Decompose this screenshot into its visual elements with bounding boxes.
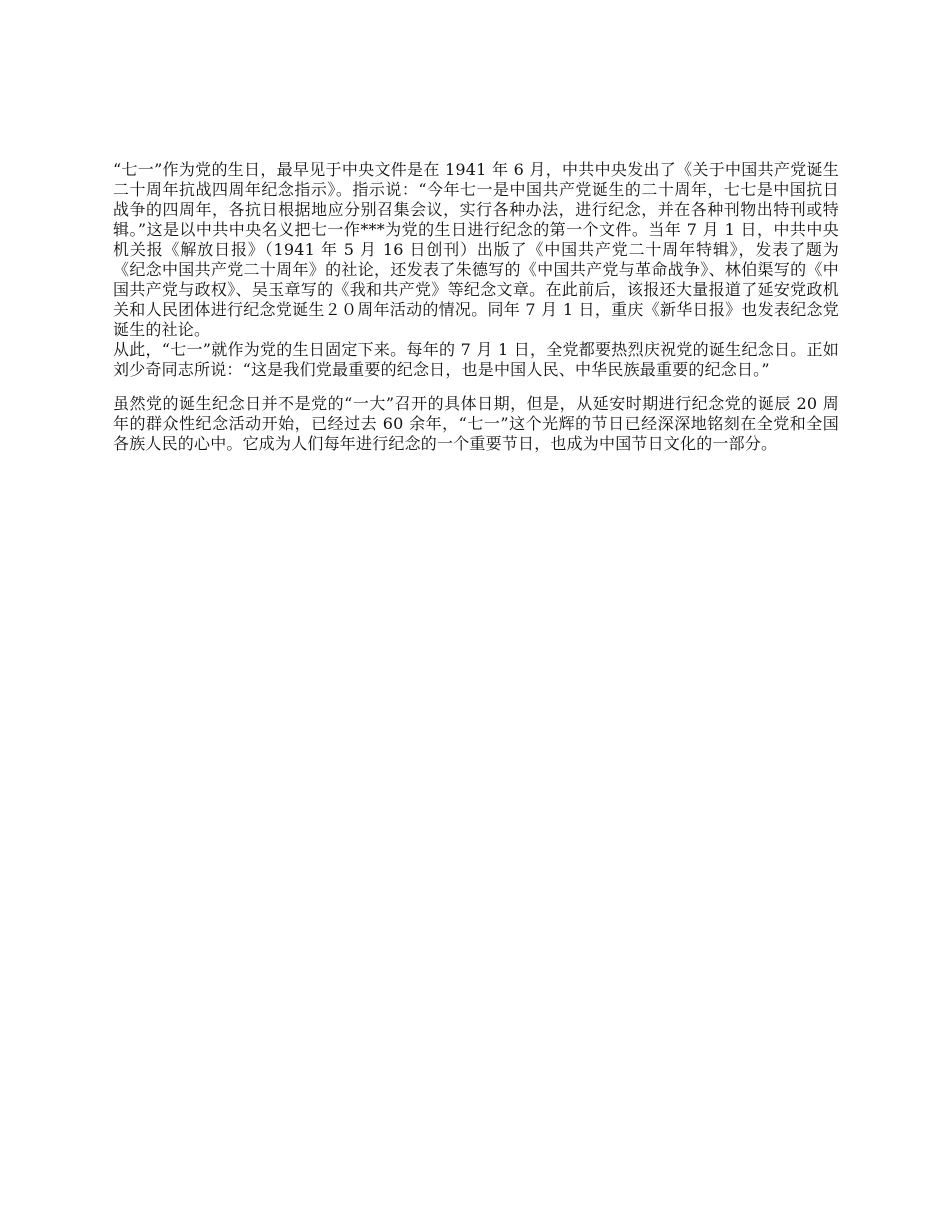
paragraph-history: “七一”作为党的生日，最早见于中央文件是在 1941 年 6 月，中共中央发出了《关于中国共产党诞生二十周年抗战四周年纪念指示》。指示说：“今年七一是中国共产党诞生的二十周年，七七是中国抗日战争的四周年，各抗日根据地应分别召集会议，实行各种办法，进行纪念，并在各种刊物出特刊或特辑。”这是以中共中央名义把七一作***为党的生日进行纪念的第一个文件。当年 7 月 1 日，中共中央机关报《解放日报》（1941 年 5 月 16 日创刊）出版了《中国共产党二十周年特辑》，发表了题为《纪念中国共产党二十周年》的社论，还发表了朱德写的《中国共产党与革命战争》、林伯渠写的《中国共产党与政权》、吴玉章写的《我和共产党》等纪念文章。在此前后，该报还大量报道了延安党政机关和人民团体进行纪念党诞生２０周年活动的情况。同年 7 月 1 日，重庆《新华日报》也发表纪念党诞生的社论。 — [113, 160, 839, 339]
document-body — [113, 160, 839, 454]
paragraph-birthday-fixed: 从此，“七一”就作为党的生日固定下来。每年的 7 月 1 日，全党都要热烈庆祝党的诞生纪念日。正如刘少奇同志所说：“这是我们党最重要的纪念日，也是中国人民、中华民族最重要的纪念日。” — [113, 340, 839, 379]
paragraph-significance: 虽然党的诞生纪念日并不是党的“一大”召开的具体日期，但是，从延安时期进行纪念党的诞辰 20 周年的群众性纪念活动开始，已经过去 60 余年，“七一”这个光辉的节日已经深深地铭刻在全党和全国各族人民的心中。它成为人们每年进行纪念的一个重要节日，也成为中国节日文化的一部分。 — [113, 394, 839, 453]
paragraph-spacer — [113, 380, 839, 394]
